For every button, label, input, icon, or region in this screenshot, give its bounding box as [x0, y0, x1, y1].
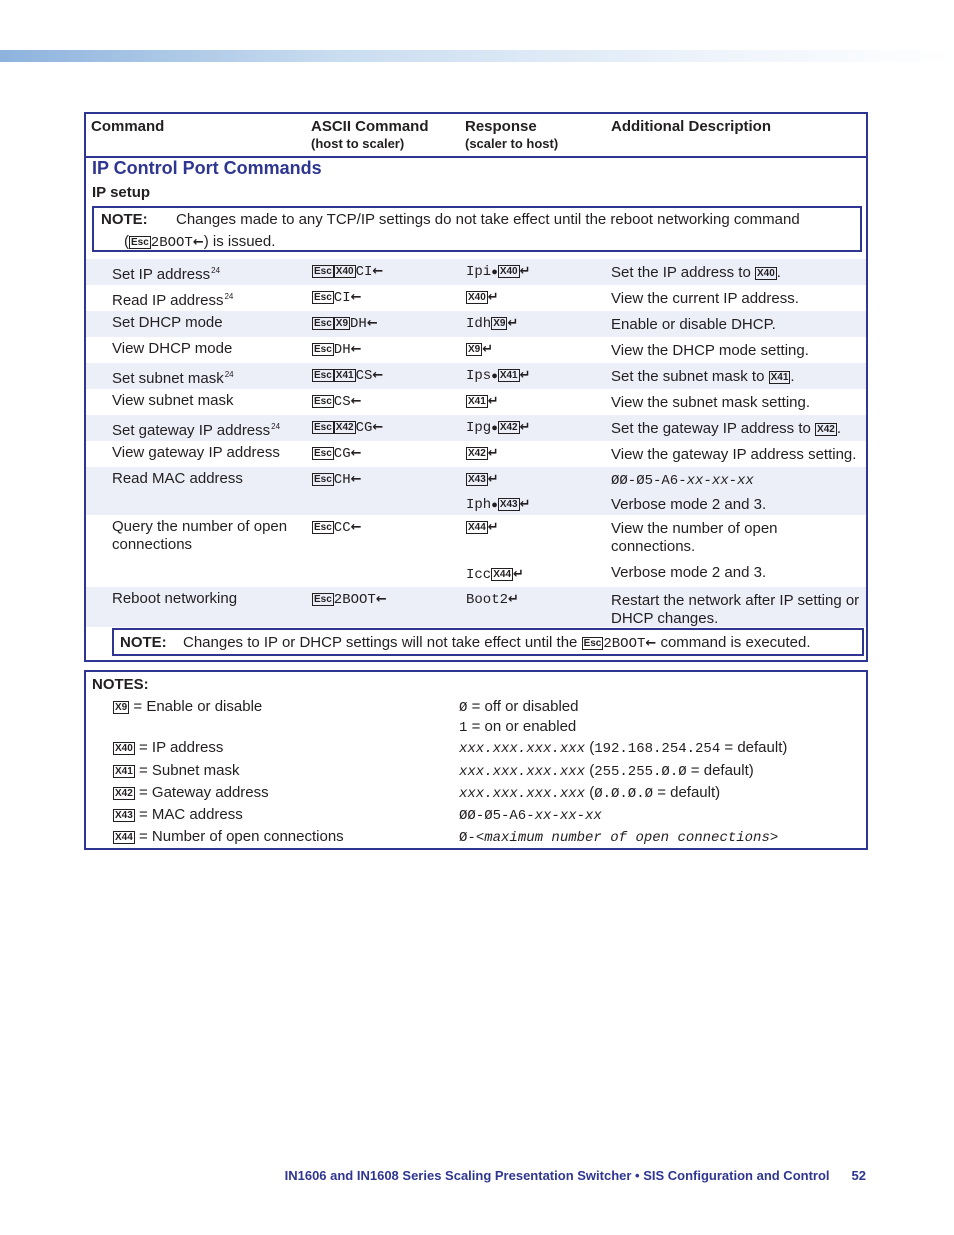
return-icon: ↵	[519, 264, 531, 279]
header-response: Response (scaler to host)	[465, 118, 559, 151]
return-icon: ↵	[507, 316, 519, 331]
return-icon: ↵	[487, 472, 499, 487]
esc-key-icon: Esc	[314, 344, 332, 355]
arrow-left-icon: ←	[192, 235, 204, 250]
return-icon: ↵	[487, 446, 499, 461]
note-item-x9-on: 1 = on or enabled	[459, 718, 577, 736]
table-header	[86, 114, 866, 158]
arrow-left-icon: ←	[350, 472, 362, 487]
esc-key-icon: Esc	[131, 237, 149, 248]
note-bottom: NOTE: Changes to IP or DHCP settings will not take effect until the Esc 2BOOT← command is executed.	[112, 628, 864, 656]
esc-key-icon: Esc	[583, 638, 602, 649]
header-gradient-bar	[0, 50, 954, 62]
esc-key-icon: Esc	[314, 448, 332, 459]
notes-box	[84, 670, 868, 850]
esc-key-icon: Esc	[314, 318, 332, 329]
table-row: Set IP address$^{24}$ Esc X40 CI← Ipi● X40 ↵ Set the IP address to X40 .	[86, 259, 866, 285]
note-item-x44: X44 = Number of open connections Ø-<maximum number of open connections>	[115, 828, 779, 846]
bullet-icon: ●	[491, 371, 498, 383]
return-icon: ↵	[482, 342, 494, 357]
header-description: Additional Description	[611, 118, 772, 135]
page-number: 52	[851, 1168, 866, 1183]
arrow-left-icon: ←	[350, 342, 362, 357]
note-item-x40: X40 = IP address xxx.xxx.xxx.xxx (192.168.254.254 = default)	[115, 739, 788, 757]
esc-key-icon: Esc	[314, 370, 332, 381]
table-row: View DHCP mode Esc DH← X9 ↵ View the DHCP mode setting.	[112, 340, 809, 359]
return-icon: ↵	[519, 368, 531, 383]
header-command: Command	[91, 118, 165, 135]
arrow-left-icon: ←	[372, 368, 384, 383]
section-title: IP Control Port Commands	[92, 158, 322, 178]
table-row: View subnet mask Esc CS← X41 ↵ View the subnet mask setting.	[112, 392, 810, 411]
command-table	[84, 112, 868, 662]
note-item-x43: X43 = MAC address ØØ-Ø5-A6-xx-xx-xx	[115, 806, 602, 824]
arrow-left-icon: ←	[350, 394, 362, 409]
arrow-left-icon: ←	[350, 446, 362, 461]
footer-title: IN1606 and IN1608 Series Scaling Presentation Switcher • SIS Configuration and Control	[284, 1168, 830, 1183]
esc-key-icon: Esc	[314, 266, 332, 277]
bullet-icon: ●	[491, 267, 498, 279]
note-item-x42: X42 = Gateway address xxx.xxx.xxx.xxx (Ø.Ø.Ø.Ø = default)	[115, 784, 721, 802]
notes-title: NOTES:	[92, 676, 149, 693]
table-row: Read MAC address Esc CH← X43 ↵ ØØ-Ø5-A6-xx-xx-xx Iph● X43 ↵ Verbose mode 2 and 3.	[86, 467, 866, 515]
table-row: Set gateway IP address$^{24}$ Esc X42 CG← Ipg● X42 ↵ Set the gateway IP address to X42 .	[86, 415, 866, 441]
bullet-icon: ●	[491, 423, 498, 435]
esc-key-icon: Esc	[314, 292, 332, 303]
arrow-left-icon: ←	[366, 316, 378, 331]
page-footer	[285, 1168, 866, 1183]
return-icon: ↵	[487, 520, 499, 535]
esc-key-icon: Esc	[314, 422, 332, 433]
return-icon: ↵	[508, 592, 519, 607]
esc-key-icon: Esc	[314, 474, 332, 485]
return-icon: ↵	[487, 394, 499, 409]
note-top: NOTE: Changes made to any TCP/IP settings do not take effect until the reboot networking command ( Esc 2BOOT←) is issued.	[92, 206, 862, 252]
table-row: Set DHCP mode Esc X9 DH← Idh X9 ↵ Enable or disable DHCP.	[86, 311, 866, 337]
table-row: Query the number of open connections Esc CC← X44 ↵ View the number of open connections. Icc X44 ↵ Verbose mode 2 and 3.	[112, 518, 778, 583]
table-row: Read IP address$^{24}$ Esc CI← X40 ↵ View the current IP address.	[112, 290, 799, 309]
arrow-left-icon: ←	[375, 592, 387, 607]
table-row: Reboot networking Esc 2BOOT← Boot2↵ Restart the network after IP setting or DHCP changes.	[86, 587, 866, 627]
return-icon: ↵	[519, 497, 531, 512]
table-row: View gateway IP address Esc CG← X42 ↵ View the gateway IP address setting.	[112, 444, 857, 463]
esc-key-icon: Esc	[314, 594, 332, 605]
arrow-left-icon: ←	[645, 636, 657, 651]
arrow-left-icon: ←	[350, 290, 362, 305]
esc-key-icon: Esc	[314, 396, 332, 407]
return-icon: ↵	[519, 420, 531, 435]
header-ascii: ASCII Command (host to scaler)	[311, 118, 429, 151]
note-item-x9: X9 = Enable or disable Ø = off or disabled	[115, 698, 579, 716]
note-item-x41: X41 = Subnet mask xxx.xxx.xxx.xxx (255.255.Ø.Ø = default)	[115, 762, 754, 780]
return-icon: ↵	[513, 567, 524, 582]
arrow-left-icon: ←	[350, 520, 362, 535]
arrow-left-icon: ←	[372, 420, 384, 435]
return-icon: ↵	[487, 290, 499, 305]
esc-key-icon: Esc	[314, 522, 332, 533]
arrow-left-icon: ←	[372, 264, 384, 279]
subsection-title: IP setup	[92, 184, 151, 201]
bullet-icon: ●	[491, 500, 498, 512]
table-row: Set subnet mask$^{24}$ Esc X41 CS← Ips● X41 ↵ Set the subnet mask to X41 .	[86, 363, 866, 389]
